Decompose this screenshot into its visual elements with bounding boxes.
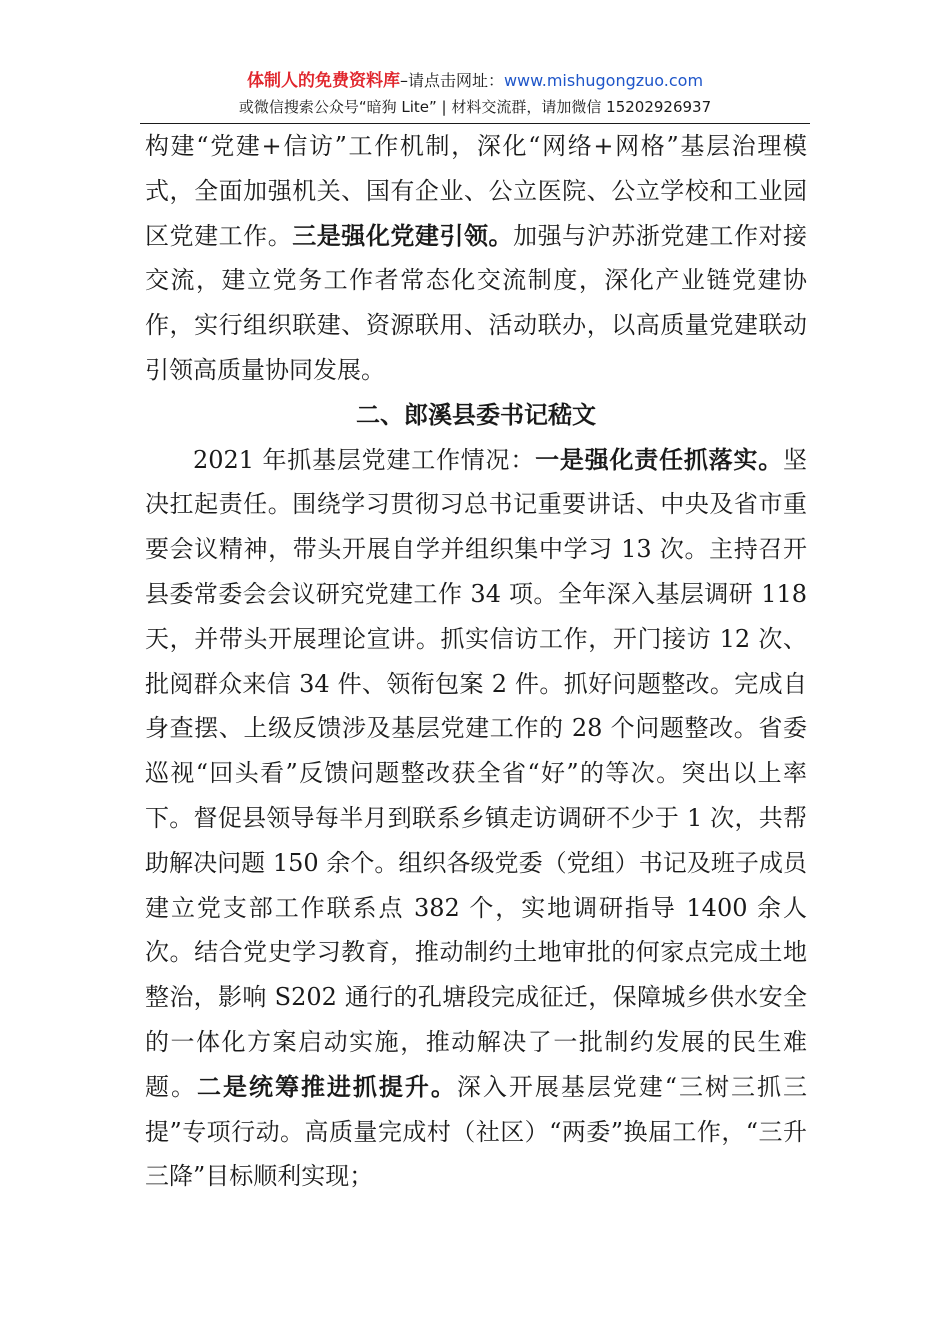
paragraph bbox=[145, 438, 807, 1200]
paragraph-text: 深入开展基层党建“三树三抓三提”专项行动。高质量完成村（社区）“两委”换届工作，“三升三降”目标顺利实现； bbox=[145, 1072, 807, 1191]
paragraph-bold-lead: 二是统筹推进抓提升。 bbox=[196, 1071, 457, 1101]
paragraph-text: 2021 年抓基层党建工作情况： bbox=[193, 445, 536, 474]
paragraph-continued bbox=[145, 124, 807, 393]
paragraph-text: 坚决扛起责任。围绕学习贯彻习总书记重要讲话、中央及省市重要会议精神，带头开展自学并组织集中学习 13 次。主持召开县委常委会会议研究党建工作 34 项。全年深入基层调研 118 天，并带头开展理论宣讲。抓实信访工作，开门接访 12 次、批阅群众来信 34 件、领衔包案 2 件。抓好问题整改。完成自身查摆、上级反馈涉及基层党建工作的 28 个问题整改。省委巡视“回头看”反馈问题整改获全省“好”的等次。突出以上率下。督促县领导每半月到联系乡镇走访调研不少于 1 次，共帮助解决问题 150 余个。组织各级党委（党组）书记及班子成员建立党支部工作联系点 382 个，实地调研指导 1400 余人次。结合党史学习教育，推动制约土地审批的何家点完成土地整治，影响 S202 通行的孔塘段完成征迁，保障城乡供水安全的一体化方案启动实施，推动解决了一批制约发展的民生难题。 bbox=[145, 445, 807, 1101]
document-body bbox=[145, 124, 807, 1199]
section-title: 二、郎溪县委书记嵇文 bbox=[356, 399, 596, 429]
page-header bbox=[140, 68, 810, 120]
paragraph-text: 加强与沪苏浙党建工作对接交流，建立党务工作者常态化交流制度，深化产业链党建协作，实行组织联建、资源联用、活动联办，以高质量党建联动引领高质量协同发展。 bbox=[145, 221, 808, 384]
paragraph-text: 构建“党建+信访”工作机制，深化“网络+网格”基层治理模式，全面加强机关、国有企业、公立医院、公立学校和工业园区党建工作。 bbox=[145, 132, 807, 250]
header-promo-line bbox=[140, 68, 810, 94]
header-prompt: –请点击网址： bbox=[399, 71, 504, 90]
paragraph-bold-lead: 一是强化责任抓落实。 bbox=[535, 444, 783, 474]
header-url-link[interactable]: www.mishugongzuo.com bbox=[503, 71, 704, 90]
header-contact-line: 或微信搜索公众号“暗狗 Lite” | 材料交流群，请加微信 15202926937 bbox=[238, 98, 712, 116]
paragraph-bold-lead: 三是强化党建引领。 bbox=[292, 220, 514, 250]
header-brand: 体制人的免费资料库 bbox=[246, 71, 400, 91]
